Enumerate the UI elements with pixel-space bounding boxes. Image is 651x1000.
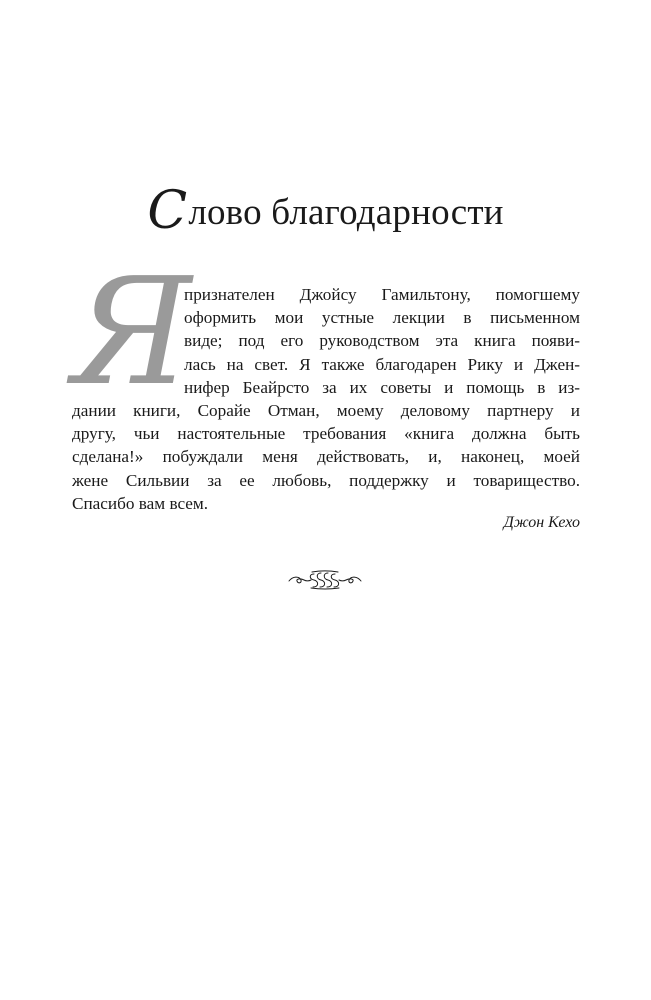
- paragraph-line: нифер Беайрсто за их советы и помощь в из-: [184, 377, 580, 397]
- paragraph-line: оформить мои устные лекции в письменном: [184, 308, 580, 328]
- paragraph-line: сделана!» побуждали меня действовать, и, наконец, моей: [72, 447, 580, 467]
- paragraph-line: признателен Джойсу Гамильтону, помогшему: [184, 285, 580, 304]
- paragraph-line: Спасибо вам всем.: [72, 493, 209, 513]
- paragraph-line: жене Сильвии за ее любовь, поддержку и товарищество.: [72, 470, 580, 490]
- page-title: [0, 181, 651, 241]
- acknowledgement-paragraph: [72, 283, 580, 515]
- paragraph-line: дании книги, Сорайе Отман, моему деловому партнеру и: [72, 400, 580, 420]
- paragraph-line: виде; под его руководством эта книга появи-: [184, 331, 580, 351]
- paragraph-line: другу, чьи настоятельные требования «книга должна быть: [72, 424, 580, 444]
- signature: Джон Кехо: [503, 514, 580, 531]
- title-rest: лово благодарности: [188, 192, 504, 233]
- drop-cap: Я: [72, 246, 192, 418]
- flourish-ornament-icon: [287, 569, 363, 591]
- paragraph-line: лась на свет. Я также благодарен Рику и Джен-: [184, 354, 580, 374]
- title-initial: С: [147, 181, 188, 241]
